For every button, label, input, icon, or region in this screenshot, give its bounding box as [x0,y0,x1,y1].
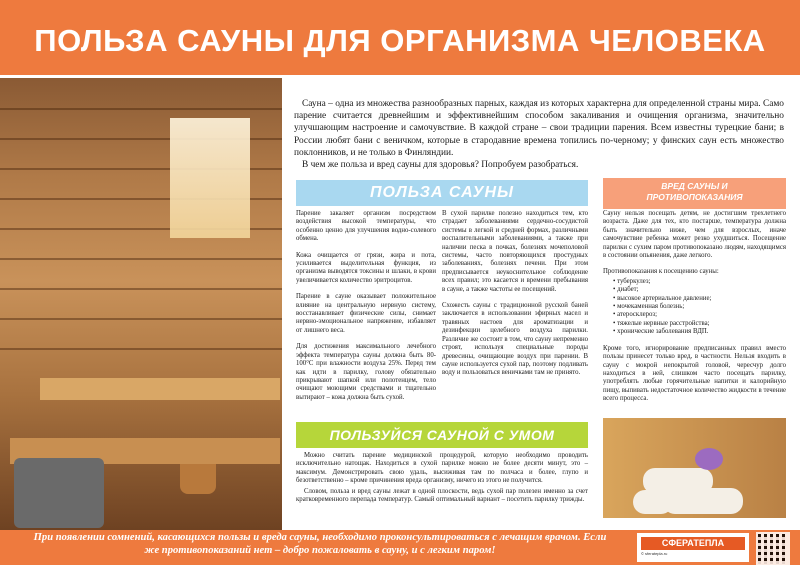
brand-subtext: © sferatepla.ru [641,551,668,556]
qr-code-icon [756,532,790,566]
benefit-paragraph: Парение закаляет организм посредством воздействия высокой температуры, что особенно ценно для улучшения водно-солевого обмена. [296,210,436,243]
contraindications-list [603,278,786,337]
benefit-column-1 [296,210,436,410]
footer-line-2: же противопоказаний нет – добро пожаловать в сауну, и с легким паром! [144,545,496,556]
harm-paragraph: Кроме того, игнорирование предписанных правил вместо пользы принесет только вред, в частности. Нельзя входить в сауну с мокрой непокрытой головой, чересчур долго находиться в ней, слишком часто посещать парилку, употреблять любые горячительные напитки и калорийную пищу, выпивать недостаточное количество жидкости в течение всего процесса. [603,344,786,403]
list-item: • тяжелые нервные расстройства; [613,320,786,328]
list-item: • высокое артериальное давление; [613,295,786,303]
benefit-paragraph: В сухой парилке полезно находиться тем, кто страдает заболеваниями сердечно-сосудистой системы в легкой и средней формах, различными воспалительными заболеваниями, а также при наличии песка в почках, болезнях мочеполовой системы, часто повторяющихся простудных заболеваниях, болезнях печени. При этом предписывается неукоснительное соблюдение всех правил; это касается и времени пребывания в сауне, а также частоты ее посещений. [442,210,588,293]
intro-text [294,98,784,171]
harm-heading-line1: ВРЕД САУНЫ И [661,181,728,191]
contraindications-intro: Противопоказания к посещению сауны: [603,268,719,276]
wise-paragraph: Словом, польза и вред сауны лежат в одной плоскости, ведь сухой пар полезен именно за счет кратковременного перепада температур. Самый оптимальный вариант – посетить парилку трижды. [296,487,588,504]
benefit-paragraph: Кожа очищается от грязи, жира и пота, усиливается выделительная функция, из организма выводятся токсины и шлаки, в крови увеличивается количество эритроцитов. [296,251,436,284]
harm-heading [603,178,786,209]
sauna-photo [0,78,282,530]
wise-paragraph: Можно считать парение медицинской процедурой, которую необходимо проводить исключительно натощак. Находиться в сухой парилке можно не более десяти минут, это – максимум. Демонстрировать свою удаль, высиживая там по полчаса и более, глупо и безответственно – кроме причинения вреда организму, ничего из этого не получится. [296,452,588,485]
benefit-paragraph: Для достижения максимального лечебного эффекта температура сауны должна быть 80-100°С при влажности воздуха 25%. Перед тем как идти в парилку, голову обязательно прикрывают шапкой или полотенцем, тело очищают моющими средствами и тщательно вытирают – кожа должна быть сухой. [296,343,436,401]
benefit-column-2 [442,210,588,386]
sauna-stove [14,458,104,528]
list-item: • диабет; [613,286,786,294]
intro-paragraph: Сауна – одна из множества разнообразных парных, каждая из которых характерна для определенной страны мира. Само парение считается древнейшим и эффективнейшим способом закаливания и очищения организма, значительно улучшающим настроение и самочувствие. В каждой стране – свои традиции парения. Всем известны турецкие бани; в России любят бани с веничком, которые в стародавние времена топились по-черному; у финских саун есть множество поклонников, и не только в Финляндии. [294,99,784,158]
wise-heading: ПОЛЬЗУЙСЯ САУНОЙ С УМОМ [296,422,588,448]
harm-column [603,210,786,412]
list-item: • мочекаменная болезнь; [613,303,786,311]
sauna-window [170,118,250,238]
sauna-bucket [180,464,216,494]
list-item: • туберкулез; [613,278,786,286]
wise-text [296,452,588,506]
intro-question: В чем же польза и вред сауны для здоровья? Попробуем разобраться. [302,160,579,171]
harm-paragraph: Сауну нельзя посещать детям, не достигшим трехлетнего возраста. Даже для тех, кто постарше, температура должна быть значительно ниже, чем для взрослых, иначе самочувствие ребенка может резко ухудшиться. Посещение парилки с сухим паром противопоказано людям, находящимся в состоянии опьянения, даже легкого. [603,210,786,260]
brand-logo: СФЕРАТЕПЛА [641,537,745,550]
page-title: ПОЛЬЗА САУНЫ ДЛЯ ОРГАНИЗМА ЧЕЛОВЕКА [34,23,766,58]
list-item: • атеросклероз; [613,311,786,319]
benefit-paragraph: Схожесть сауны с традиционной русской баней заключается в использовании эфирных масел и травяных настоев для ароматизации и дезинфекции целебного воздуха парилки. Различие же состоит в том, что сауну непременно строят, используя специальные породы древесины, очищающие воздух при парении. В сауне используется сухой пар, поэтому подливать воду и пользоваться веничками там не принято. [442,302,588,377]
footer-line-1: При появлении сомнений, касающихся пользы и вреда сауны, необходимо проконсультироваться с лечащим врачом. Если [33,532,607,543]
benefit-paragraph: Парение в сауне оказывает положительное влияние на центральную нервную систему, восстанавливает физические силы, снимает нервно-эмоциональное напряжение, избавляет от лишнего веса. [296,293,436,334]
list-item: • хронические заболевания ВДП. [613,328,786,336]
sauna-bench-upper [40,378,280,400]
harm-heading-line2: ПРОТИВОПОКАЗАНИЯ [646,192,743,202]
towels-photo [603,418,786,518]
benefit-heading: ПОЛЬЗА САУНЫ [296,180,588,206]
footer-note [10,531,630,557]
